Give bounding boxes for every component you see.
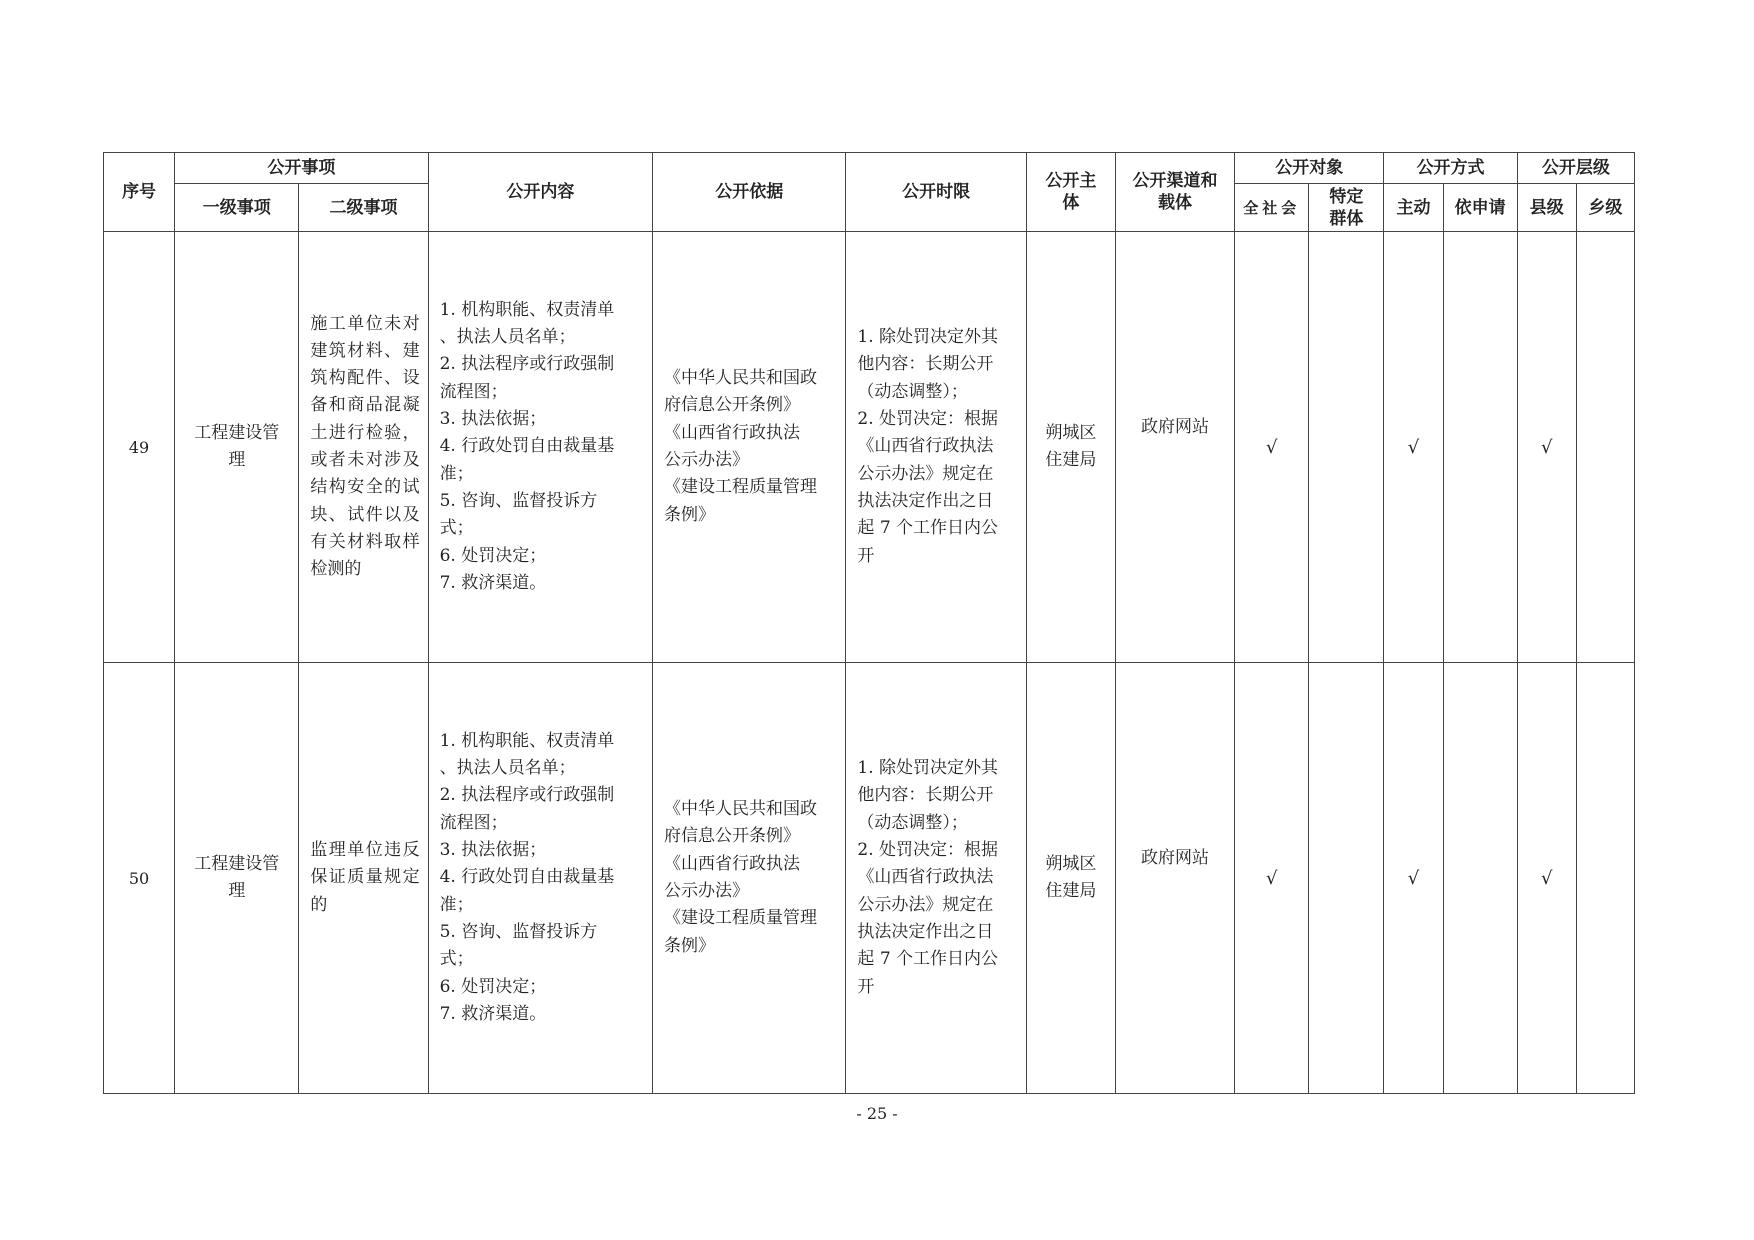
row-target-all: √ [1235, 663, 1309, 1094]
header-level-county: 县级 [1517, 184, 1576, 232]
header-target-all: 全社会 [1235, 184, 1309, 232]
row-basis-cell [653, 232, 846, 663]
page-number: - 25 - [856, 1104, 898, 1123]
header-level1: 一级事项 [175, 184, 299, 232]
row-content: 1. 机构职能、权责清单 、执法人员名单； 2. 执法程序或行政强制 流程图； 3. 执法依据； 4. 行政处罚自由裁量基 准； 5. 咨询、监督投诉方 式； 6. 处罚决定； 7. 救济渠道。 [439, 730, 615, 1024]
row-level1: 工程建设管 理 [175, 663, 299, 1094]
row-subject: 朔城区 住建局 [1026, 232, 1115, 663]
row-level-county: √ [1517, 232, 1576, 663]
row-time-limit: 1. 除处罚决定外其 他内容：长期公开 （动态调整）； 2. 处罚决定：根据 《山西省行政执法 公示办法》规定在 执法决定作出之日 起 7 个工作日内公 开 [857, 758, 999, 997]
row-level1: 工程建设管 理 [175, 232, 299, 663]
row-method-active: √ [1384, 663, 1443, 1094]
row-target-all: √ [1235, 232, 1309, 663]
header-subject: 公开主 体 [1026, 153, 1115, 232]
row-method-request [1443, 232, 1517, 663]
header-basis: 公开依据 [653, 153, 846, 232]
row-level2: 监理单位违反保证质量规定的 [310, 840, 420, 915]
header-seq: 序号 [104, 153, 175, 232]
header-content: 公开内容 [428, 153, 652, 232]
row-content-cell [428, 232, 652, 663]
row-basis: 《中华人民共和国政 府信息公开条例》 《山西省行政执法 公示办法》 《建设工程质量管理 条例》 [664, 368, 818, 525]
row-level2-cell [299, 663, 428, 1094]
row-level2-cell [299, 232, 428, 663]
row-level-town [1576, 663, 1634, 1094]
header-level-group: 公开层级 [1517, 153, 1634, 184]
row-basis: 《中华人民共和国政 府信息公开条例》 《山西省行政执法 公示办法》 《建设工程质量管理 条例》 [664, 799, 818, 956]
row-channel: 政府网站 [1115, 663, 1234, 1094]
row-target-specific [1309, 663, 1384, 1094]
row-seq: 50 [104, 663, 175, 1094]
header-level2: 二级事项 [299, 184, 428, 232]
row-subject: 朔城区 住建局 [1026, 663, 1115, 1094]
row-basis-cell [653, 663, 846, 1094]
table-row [104, 663, 1635, 1094]
row-time-limit: 1. 除处罚决定外其 他内容：长期公开 （动态调整）； 2. 处罚决定：根据 《山西省行政执法 公示办法》规定在 执法决定作出之日 起 7 个工作日内公 开 [857, 327, 999, 566]
row-channel: 政府网站 [1115, 232, 1234, 663]
header-target-group: 公开对象 [1235, 153, 1384, 184]
header-method-group: 公开方式 [1384, 153, 1517, 184]
disclosure-table [103, 152, 1635, 1094]
header-target-specific: 特定 群体 [1309, 184, 1384, 232]
row-method-request [1443, 663, 1517, 1094]
header-row-1 [104, 153, 1635, 184]
row-method-active: √ [1384, 232, 1443, 663]
header-method-active: 主动 [1384, 184, 1443, 232]
header-channel: 公开渠道和 载体 [1115, 153, 1234, 232]
row-level-county: √ [1517, 663, 1576, 1094]
row-time-limit-cell [846, 663, 1026, 1094]
row-level2: 施工单位未对建筑材料、建筑构配件、设备和商品混凝土进行检验，或者未对涉及结构安全的试块、试件以及有关材料取样检测的 [310, 313, 420, 580]
row-level-town [1576, 232, 1634, 663]
table-row [104, 232, 1635, 663]
header-level-town: 乡级 [1576, 184, 1634, 232]
row-target-specific [1309, 232, 1384, 663]
header-method-request: 依申请 [1443, 184, 1517, 232]
row-content: 1. 机构职能、权责清单 、执法人员名单； 2. 执法程序或行政强制 流程图； 3. 执法依据； 4. 行政处罚自由裁量基 准； 5. 咨询、监督投诉方 式； 6. 处罚决定； 7. 救济渠道。 [439, 299, 615, 593]
row-time-limit-cell [846, 232, 1026, 663]
header-items-group: 公开事项 [175, 153, 428, 184]
header-time-limit: 公开时限 [846, 153, 1026, 232]
row-seq: 49 [104, 232, 175, 663]
row-content-cell [428, 663, 652, 1094]
